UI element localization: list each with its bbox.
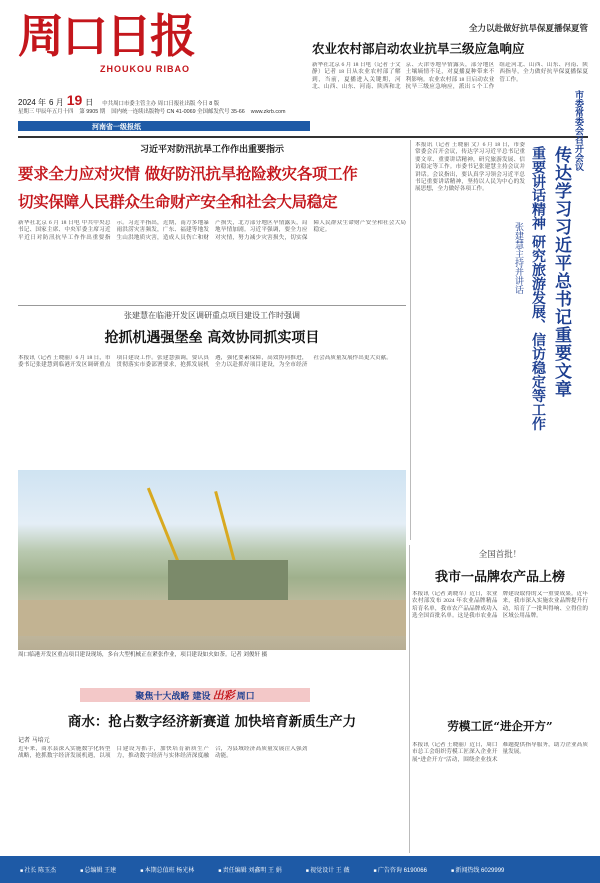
- side-story-kicker: 市委常委会召开会议: [573, 90, 583, 171]
- top-right-body: 新华社北京 6 月 18 日电（记者 于文静）记者 18 日从农业农村部了解到，当前，夏播进入关键期，河北、山西、山东、河南、陕西和北京、天津等地旱情露头，部分地区土壤墒情不足，对夏播夏种带来不利影响。农业农村部 18 日启动农业抗旱三级应急响应，派出 5 个工作组赴河北、山西、山东、河南、陕西指导，全力做好抗旱保夏播保夏管工作。: [312, 62, 588, 91]
- story2-body: 本报讯（记者 王晓丽）6 月 18 日，市委书记张建慧到临港开发区调研重点项目建设工作。张建慧强调，要认真贯彻落实市委部署要求，抢抓发展机遇，强化要素保障，高效协同推进，全力以赴抓好项目建设，为全市经济社会高质量发展作出更大贡献。: [18, 355, 392, 369]
- bottom-divider: [409, 545, 410, 853]
- shangshui-byline: 记者 马培元: [18, 738, 50, 744]
- banner-accent: 出彩: [212, 689, 235, 702]
- shangshui-body: 近年来，商水县深入实施数字化转型战略，抢抓数字经济发展机遇，以项目建设为抓手，加快培育新质生产力，推动数字经济与实体经济深度融合，为县域经济高质量发展注入强劲动能。: [18, 746, 308, 760]
- brand-body: 本报讯（记者 刘晓军）近日，农业农村部发布 2024 年农业品牌精品培育名单，我市农产品品牌成功入选全国首批名单。这是我市农业品牌建设取得的又一重要成果。近年来，我市深入实施农业品牌提升行动，培育了一批叫得响、立得住的区域公用品牌。: [412, 591, 588, 620]
- side-story-title-2: 重要讲话精神 研究旅游发展、信访稳定等工作: [530, 146, 546, 431]
- footer-item: ■ 本期总值班 杨光林: [140, 865, 194, 874]
- top-right-headline: 农业农村部启动农业抗旱三级应急响应: [312, 41, 525, 56]
- story2: [18, 310, 406, 457]
- lead-photo: [18, 470, 406, 650]
- photo-caption: 周口临港开发区重点项目建设现场，多台大型机械正在紧张作业，项目建设如火如荼。记者 刘俊轩 摄: [18, 652, 268, 658]
- brand-story: [412, 548, 588, 709]
- footer-item: ■ 社长 陈玉杰: [20, 865, 56, 874]
- brand-kicker: 全国首批！: [478, 550, 522, 560]
- banner-text: 聚焦十大战略 建设: [135, 691, 211, 702]
- side-story-title-1: 传达学习习近平总书记重要文章: [551, 146, 571, 398]
- masthead-cn-number: 国内统一连续出版物号 CN 41-0069 全国邮发代号 35-66: [111, 109, 245, 115]
- labor-body: 本报讯（记者 王晓丽）近日，周口市总工会组织劳模工匠深入企业开展“进企开方”活动，围绕企业技术难题提供指导服务，助力企业高质量发展。: [412, 742, 588, 763]
- masthead-date-block: [18, 92, 308, 116]
- masthead-day: 19: [66, 92, 83, 108]
- story2-title: 抢抓机遇强堡垒 高效协同抓实项目: [104, 330, 320, 346]
- footer-item: ■ 责任编辑 刘鑫明 王 娟: [218, 865, 281, 874]
- side-story-body: 本报讯（记者 王晓丽 文）6 月 18 日，市委常委会召开会议，传达学习习近平总书记重要文章、重要讲话精神，研究旅游发展、信访稳定等工作。市委书记张建慧主持会议并讲话。会议指出，要认真学习领会习近平总书记重要讲话精神，坚持以人民为中心的发展思想，全力做好各项工作。: [415, 142, 525, 193]
- masthead-weekday: 星期三 甲辰年五月十四: [18, 109, 74, 115]
- footer-item: ■ 新闻热线 6029999: [451, 865, 504, 874]
- footer-item: ■ 总编辑 王建: [80, 865, 116, 874]
- banner-end: 周口: [236, 691, 255, 702]
- top-rule: [18, 136, 588, 138]
- masthead-owners: 中共周口市委主管主办 周口日报社出版 今日 8 版: [102, 101, 220, 107]
- masthead-day-unit: 日: [85, 98, 94, 107]
- masthead-year: 2024 年: [18, 98, 47, 107]
- labor-title: 劳模工匠“进企开方”: [447, 719, 553, 733]
- lead-rule: [18, 305, 406, 306]
- brand-title: 我市一品牌农产品上榜: [434, 570, 565, 585]
- lead-kicker: 习近平对防汛抗旱工作作出重要指示: [139, 145, 284, 155]
- construction-frame: [168, 560, 288, 600]
- footer-item: ■ 视觉设计 王 薇: [306, 865, 350, 874]
- labor-story: [412, 718, 588, 854]
- top-right-story: [312, 22, 588, 110]
- lead-story: [18, 142, 406, 274]
- shangshui-title: 商水：抢占数字经济新赛道 加快培育新质生产力: [67, 714, 357, 730]
- lead-body: 新华社北京 6 月 18 日电 中共中央总书记、国家主席、中央军委主席习近平近日对防汛抗旱工作作出重要指示。习近平指出，近期，南方多地暴雨洪涝灾害频发，广东、福建等地发生山洪地质灾害，造成人员伤亡和财产损失，北方部分地区旱情露头，局地旱情加剧。习近平强调，要全力应对灾情，努力减少灾害损失，切实保障人民群众生命财产安全和社会大局稳定。: [18, 220, 406, 241]
- top-right-kicker: 全力以赴做好抗旱保夏播保夏管: [468, 24, 588, 34]
- footer-item: ■ 广告咨询 6190066: [373, 865, 426, 874]
- side-divider: [410, 140, 411, 540]
- masthead-badge: 河南省一级报纸: [92, 124, 141, 131]
- strategy-banner: [80, 688, 310, 702]
- side-story-body-wrap: [415, 142, 525, 537]
- masthead-issue: 第 9905 期: [79, 109, 106, 115]
- masthead-pinyin: ZHOUKOU RIBAO: [100, 64, 190, 74]
- story2-kicker: 张建慧在临港开发区调研重点项目建设工作时强调: [124, 311, 300, 320]
- ground: [18, 600, 406, 636]
- masthead-logo: 周口日报: [18, 9, 194, 63]
- masthead-website: www.zkrb.com: [250, 109, 286, 115]
- masthead-badge-bar: [18, 121, 310, 131]
- side-story-sub: 张建慧主持并讲话: [513, 222, 523, 294]
- masthead-month: 6 月: [49, 98, 64, 107]
- lead-title-1: 要求全力应对灾情 做好防汛抗旱抢险救灾各项工作: [18, 164, 358, 183]
- footer-bar: [0, 856, 600, 883]
- lead-title-2: 切实保障人民群众生命财产安全和社会大局稳定: [18, 192, 338, 211]
